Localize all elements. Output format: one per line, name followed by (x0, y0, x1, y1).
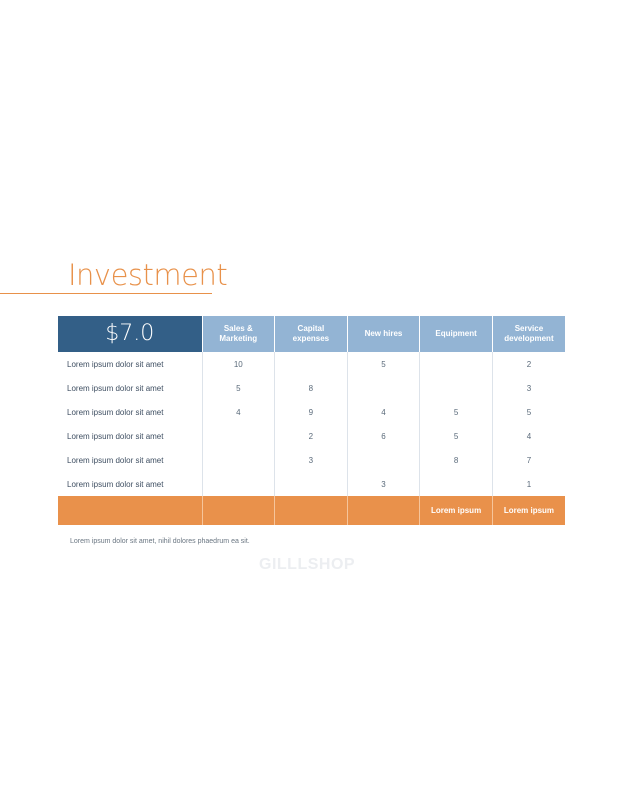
table-cell: 8 (275, 376, 348, 400)
table-cell: 5 (347, 352, 420, 376)
row-label: Lorem ipsum dolor sit amet (67, 407, 164, 417)
table-cell: 4 (202, 400, 275, 424)
table-cell: 1 (492, 472, 565, 496)
table-cell: 2 (275, 424, 348, 448)
table-cell: 3 (275, 448, 348, 472)
column-header: Capital expenses (275, 316, 348, 352)
table-cell: 5 (420, 400, 493, 424)
row-label: Lorem ipsum dolor sit amet (67, 383, 164, 393)
table-cell (275, 352, 348, 376)
table-row (58, 352, 565, 376)
column-header: Service development (492, 316, 565, 352)
column-header: Sales & Marketing (202, 316, 275, 352)
table-cell: 3 (347, 472, 420, 496)
table-cell: 10 (202, 352, 275, 376)
row-label: Lorem ipsum dolor sit amet (67, 431, 164, 441)
total-amount: $7.0 (58, 316, 202, 352)
table-cell: 4 (492, 424, 565, 448)
watermark: GILLLSHOP (259, 556, 356, 573)
table-footnote: Lorem ipsum dolor sit amet, nihil dolores phaedrum ea sit. (70, 538, 250, 545)
table-cell (420, 472, 493, 496)
table-cell: 4 (347, 400, 420, 424)
table-header-row (58, 316, 565, 352)
column-header: New hires (347, 316, 420, 352)
table-cell: 3 (492, 376, 565, 400)
row-label: Lorem ipsum dolor sit amet (67, 479, 164, 489)
table-cell: 7 (492, 448, 565, 472)
table-cell: 5 (202, 376, 275, 400)
table-cell (202, 424, 275, 448)
row-label: Lorem ipsum dolor sit amet (67, 455, 164, 465)
row-label: Lorem ipsum dolor sit amet (67, 359, 164, 369)
footer-cell (347, 496, 420, 525)
footer-cell (275, 496, 348, 525)
table-cell (275, 472, 348, 496)
table-cell (420, 376, 493, 400)
table-cell (347, 376, 420, 400)
table-cell (202, 448, 275, 472)
table-cell (347, 448, 420, 472)
table-cell (202, 472, 275, 496)
footer-cell: Lorem ipsum (492, 496, 565, 525)
footer-cell (58, 496, 202, 525)
table-row (58, 424, 565, 448)
table-cell (420, 352, 493, 376)
title-underline (0, 293, 212, 294)
footer-cell (202, 496, 275, 525)
table-cell: 2 (492, 352, 565, 376)
table-cell: 9 (275, 400, 348, 424)
footer-cell: Lorem ipsum (420, 496, 493, 525)
table-row (58, 400, 565, 424)
table-cell: 8 (420, 448, 493, 472)
page-title: Investment (68, 258, 228, 292)
table-cell: 5 (420, 424, 493, 448)
table-row (58, 376, 565, 400)
table-cell: 6 (347, 424, 420, 448)
table-row (58, 472, 565, 496)
table-row (58, 448, 565, 472)
investment-table (58, 316, 565, 525)
table-cell: 5 (492, 400, 565, 424)
column-header: Equipment (420, 316, 493, 352)
table-footer-row (58, 496, 565, 525)
